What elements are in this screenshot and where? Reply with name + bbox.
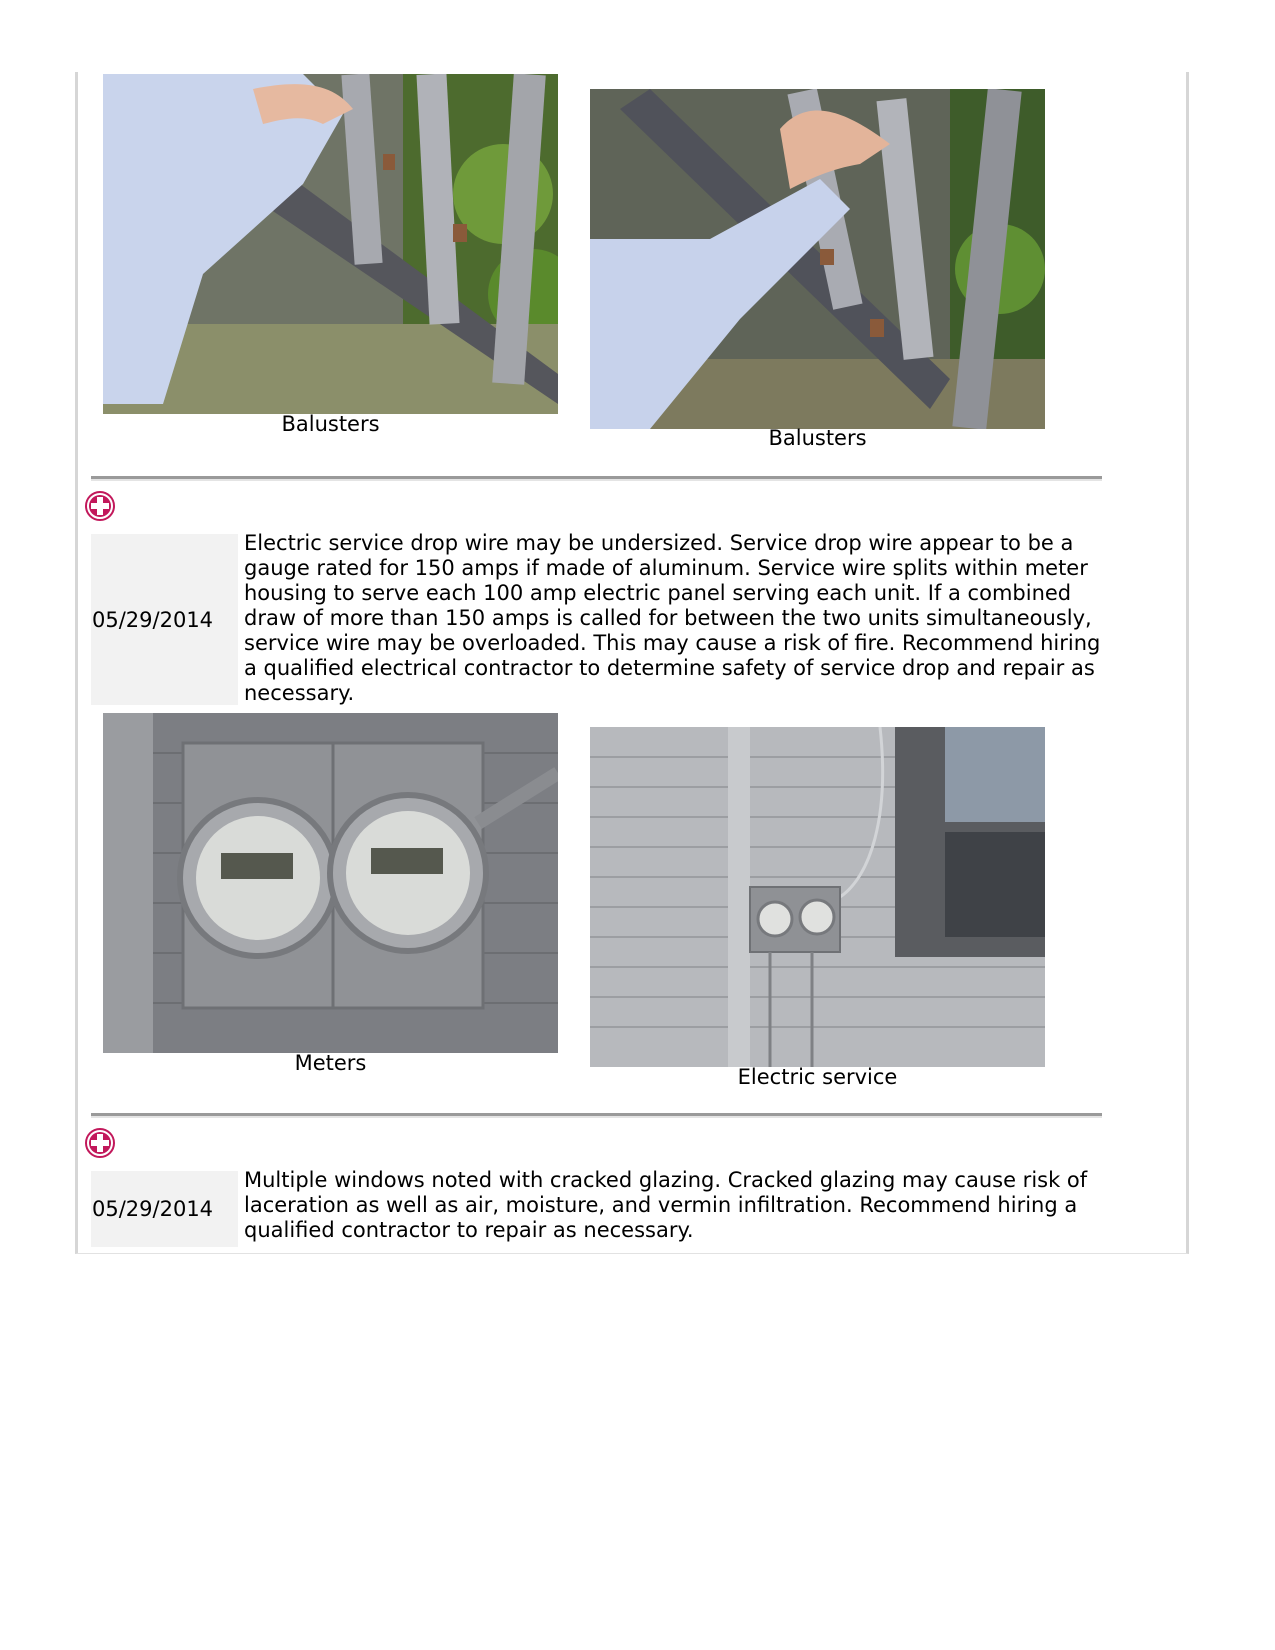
section-divider-1 bbox=[91, 476, 1102, 481]
electric-service-caption: Electric service bbox=[737, 1065, 898, 1089]
electric-service-photo bbox=[590, 727, 1045, 1067]
meters-photo bbox=[103, 713, 558, 1053]
item-description-1: Electric service drop wire may be undersized. Service drop wire appear to be a gauge rated for 150 amps if made of aluminum. Service wire splits within meter housing to serve each 100 amp electric panel serving each unit. If a combined draw of more than 150 amps is called for between the two units simultaneously, service wire may be overloaded. This may cause a risk of fire. Recommend hiring a qualified electrical contractor to determine safety of service drop and repair as necessary. bbox=[244, 531, 1101, 705]
baluster-photo-1 bbox=[103, 74, 558, 414]
deficiency-marker-icon bbox=[85, 1128, 115, 1158]
deficiency-marker-icon bbox=[85, 491, 115, 521]
meters-caption: Meters bbox=[294, 1051, 367, 1075]
baluster-caption-1: Balusters bbox=[281, 412, 380, 436]
item-date-1 bbox=[91, 534, 238, 705]
baluster-photo-2 bbox=[590, 89, 1045, 429]
section-divider-2 bbox=[91, 1113, 1102, 1118]
baluster-caption-2: Balusters bbox=[768, 426, 867, 450]
item-date-2 bbox=[91, 1171, 238, 1247]
item-date-label: 05/29/2014 bbox=[92, 1197, 214, 1221]
item-date-label: 05/29/2014 bbox=[92, 607, 214, 632]
item-description-2: Multiple windows noted with cracked glazing. Cracked glazing may cause risk of laceration as well as air, moisture, and vermin infiltration. Recommend hiring a qualified contractor to repair as necessary. bbox=[244, 1168, 1088, 1242]
